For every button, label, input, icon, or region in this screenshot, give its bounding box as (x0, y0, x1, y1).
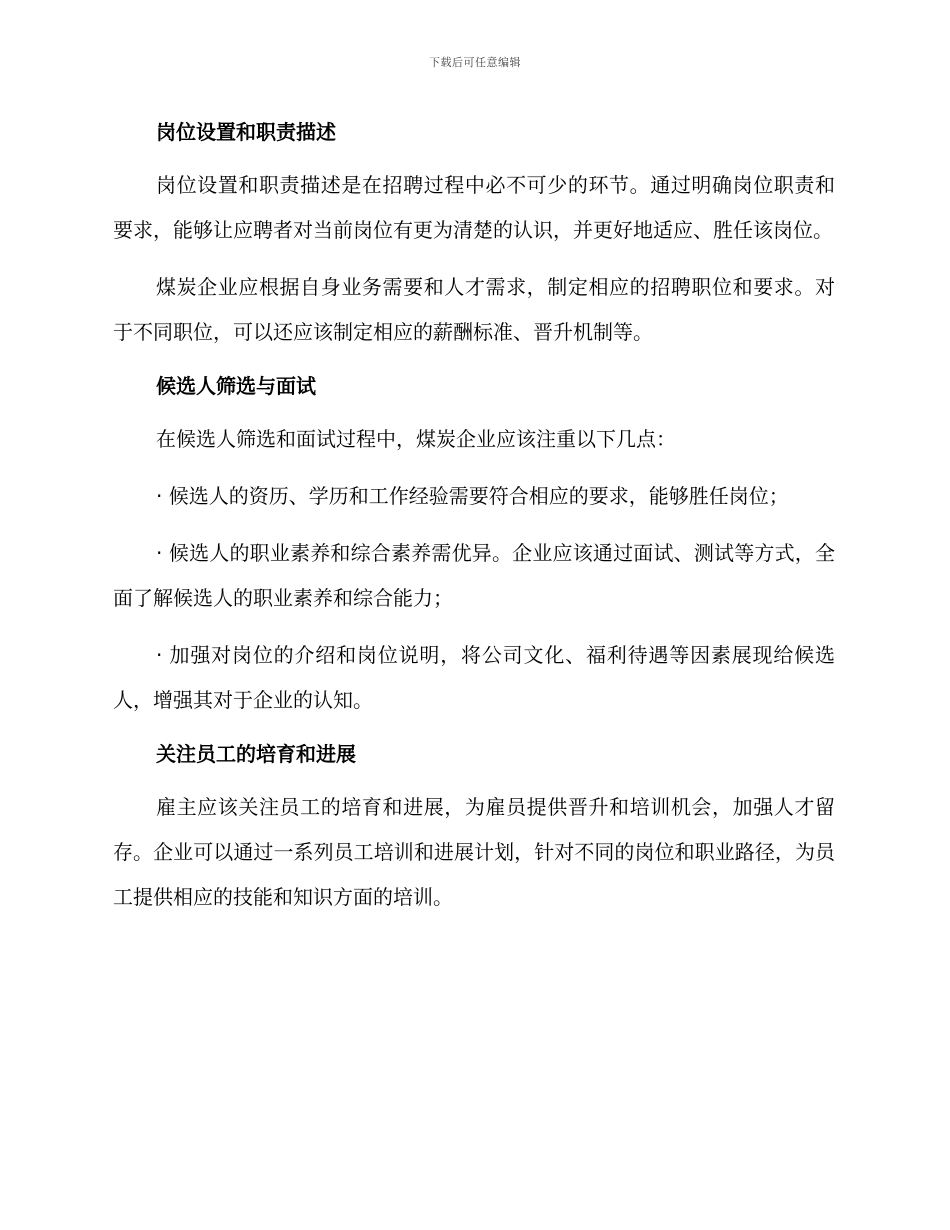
body-paragraph: 雇主应该关注员工的培育和进展，为雇员提供晋升和培训机会，加强人才留存。企业可以通过一系列员工培训和进展计划，针对不同的岗位和职业路径，为员工提供相应的技能和知识方面的培训。 (113, 795, 835, 909)
body-paragraph: 在候选人筛选和面试过程中，煤炭企业应该注重以下几点： (156, 427, 676, 451)
bullet-item: · 候选人的资历、学历和工作经验需要符合相应的要求，能够胜任岗位； (156, 484, 789, 508)
header-note: 下载后可任意编辑 (429, 56, 521, 69)
document-body (113, 110, 835, 932)
bullet-item: · 加强对岗位的介绍和岗位说明，将公司文化、福利待遇等因素展现给候选人，增强其对于企业的认知。 (113, 643, 835, 712)
section-heading: 关注员工的培育和进展 (156, 742, 356, 766)
body-paragraph: 岗位设置和职责描述是在招聘过程中必不可少的环节。通过明确岗位职责和要求，能够让应聘者对当前岗位有更为清楚的认识，并更好地适应、胜任该岗位。 (113, 173, 835, 242)
section-heading: 候选人筛选与面试 (156, 374, 316, 398)
section-heading: 岗位设置和职责描述 (156, 120, 336, 144)
bullet-item: · 候选人的职业素养和综合素养需优异。企业应该通过面试、测试等方式，全面了解候选人的职业素养和综合能力； (113, 541, 835, 610)
body-paragraph: 煤炭企业应根据自身业务需要和人才需求，制定相应的招聘职位和要求。对于不同职位，可以还应该制定相应的薪酬标准、晋升机制等。 (113, 275, 835, 344)
